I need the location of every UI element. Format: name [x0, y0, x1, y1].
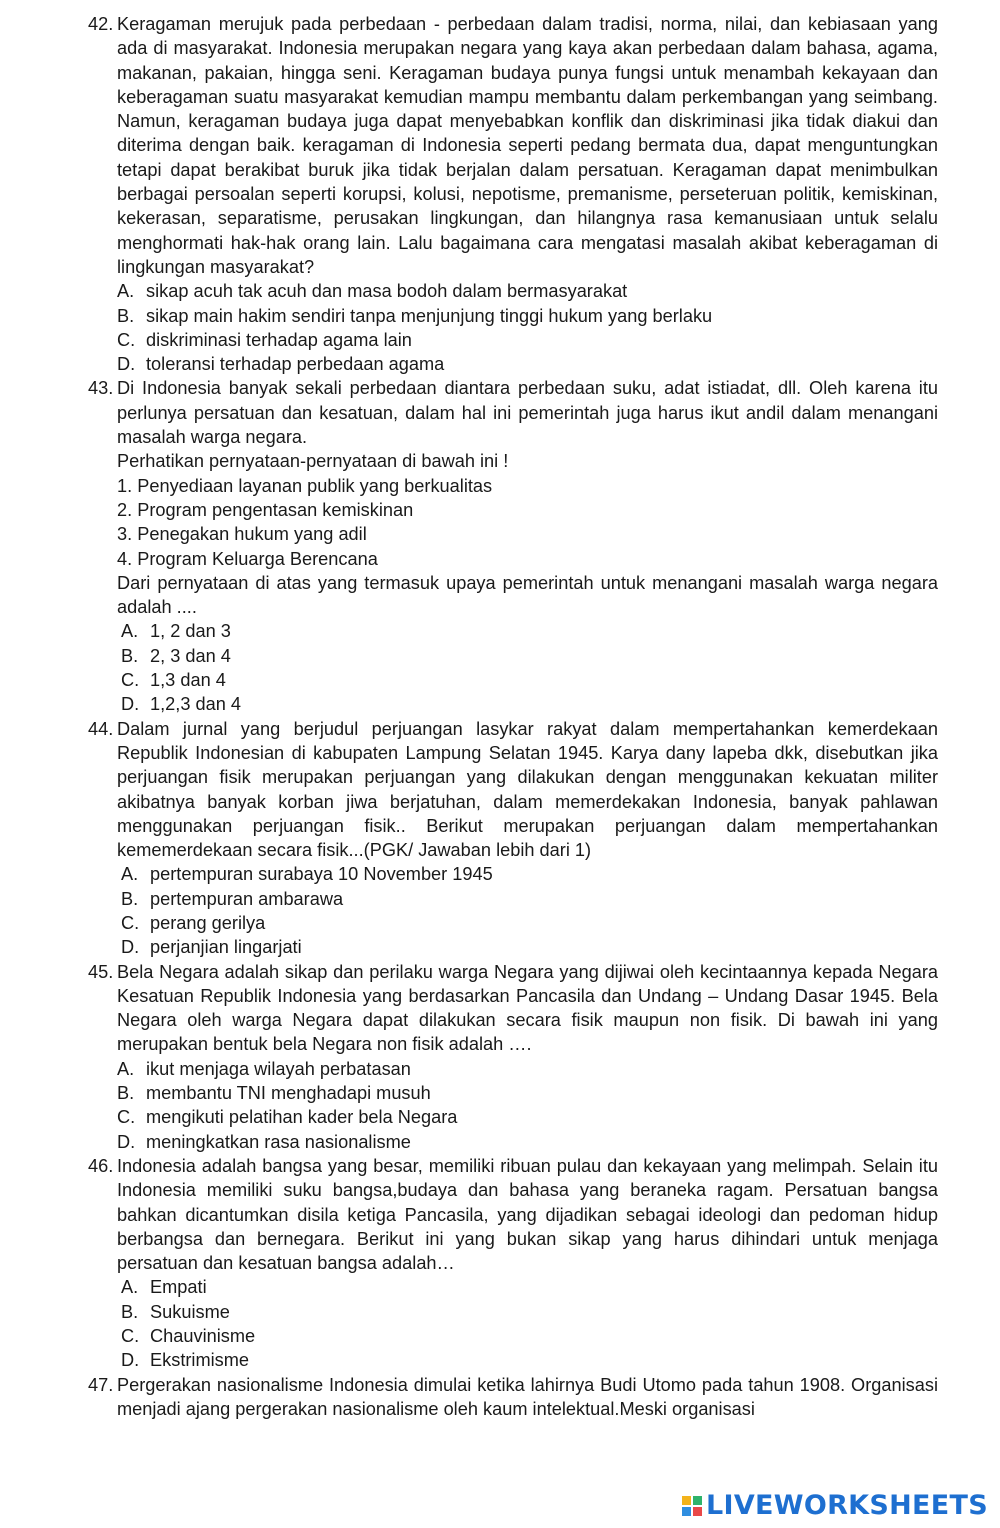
- option-letter: A.: [121, 621, 139, 642]
- liveworksheets-logo: [682, 1488, 988, 1524]
- logo-block: [682, 1496, 691, 1505]
- option-letter: A.: [121, 1277, 139, 1298]
- question-44: [0, 717, 938, 960]
- worksheet-page: [0, 12, 1000, 1421]
- question-stem: Keragaman merujuk pada perbedaan - perbedaan dalam tradisi, norma, nilai, dan kebiasaan yang ada di masyarakat. Indonesia merupakan negara yang kaya akan perbedaan dalam bahasa, agama, makanan, pakaian, hingga seni. Keragaman budaya punya fungsi untuk menambah kekayaan dan keberagaman suatu masyarakat kemudian mampu membantu dalam perkembangan yang seimbang. Namun, keragaman budaya juga dapat menyebabkan konflik dan diskriminasi jika tidak diakui dan diterima dengan baik. keragaman di Indonesia seperti pedang bermata dua, dapat menguntungkan tetapi dapat berakibat buruk jika tidak berjalan dalam persatuan. Keragaman dapat menimbulkan berbagai persoalan seperti korupsi, kolusi, nepotisme, premanisme, perseteruan politik, kemiskinan, kekerasan, separatisme, perusakan lingkungan, dan hilangnya rasa kemanusiaan untuk selalu menghormati hak-hak orang lain. Lalu bagaimana cara mengatasi masalah akibat keberagaman di lingkungan masyarakat?: [117, 14, 938, 277]
- option-letter: B.: [121, 888, 139, 909]
- question-45: [0, 960, 938, 1154]
- option-text: 1, 2 dan 3: [150, 621, 231, 642]
- option-text: toleransi terhadap perbedaan agama: [146, 354, 445, 375]
- option-c[interactable]: [117, 1105, 938, 1129]
- question-prompt: Perhatikan pernyataan-pernyataan di bawah ini !: [117, 451, 509, 472]
- statement-3: 3. Penegakan hukum yang adil: [117, 524, 367, 545]
- option-a[interactable]: [117, 862, 938, 886]
- option-d[interactable]: [117, 692, 938, 716]
- option-letter: C.: [117, 329, 136, 350]
- question-number: 42.: [88, 14, 114, 34]
- option-text: 1,2,3 dan 4: [150, 694, 242, 715]
- option-d[interactable]: [117, 352, 938, 376]
- option-letter: B.: [117, 305, 135, 326]
- option-letter: C.: [117, 1107, 136, 1128]
- option-letter: D.: [121, 1350, 140, 1371]
- option-text: pertempuran surabaya 10 November 1945: [150, 864, 493, 885]
- question-number: 47.: [88, 1374, 114, 1395]
- option-letter: B.: [121, 1301, 139, 1322]
- option-letter: D.: [117, 354, 136, 375]
- logo-text: LIVEWORKSHEETS: [705, 1489, 988, 1521]
- logo-blocks-icon: [682, 1496, 702, 1516]
- option-b[interactable]: [117, 1081, 938, 1105]
- option-text: pertempuran ambarawa: [150, 888, 344, 909]
- option-b[interactable]: [117, 887, 938, 911]
- option-a[interactable]: [117, 619, 938, 643]
- question-number: 43.: [88, 378, 114, 399]
- option-text: sikap main hakim sendiri tanpa menjunjung tinggi hukum yang berlaku: [146, 305, 713, 326]
- option-text: Ekstrimisme: [150, 1350, 250, 1371]
- option-b[interactable]: [117, 644, 938, 668]
- option-text: mengikuti pelatihan kader bela Negara: [146, 1107, 458, 1128]
- option-a[interactable]: [117, 1057, 938, 1081]
- statement-2: 2. Program pengentasan kemiskinan: [117, 499, 414, 520]
- question-stem: Indonesia adalah bangsa yang besar, memiliki ribuan pulau dan kekayaan yang melimpah. Selain itu Indonesia memiliki suku bangsa,budaya dan bahasa yang beraneka ragam. Persatuan bangsa bahkan dicantumkan disila ketiga Pancasila, yang dijadikan sebagai ideologi dan pedoman hidup berbangsa dan bernegara. Berikut ini yang bukan sikap yang harus dihindari untuk menjaga persatuan dan kesatuan bangsa adalah…: [117, 1155, 938, 1274]
- option-text: Empati: [150, 1277, 207, 1298]
- logo-block: [693, 1507, 702, 1516]
- question-46: [0, 1154, 938, 1373]
- question-stem: Bela Negara adalah sikap dan perilaku warga Negara yang dijiwai oleh kecintaannya kepada Negara Kesatuan Republik Indonesia yang berdasarkan Pancasila dan Undang – Undang Dasar 1945. Bela Negara oleh warga Negara dapat dilakukan secara fisik maupun non fisik. Di bawah ini yang merupakan bentuk bela Negara non fisik adalah ….: [117, 961, 938, 1055]
- option-text: perang gerilya: [150, 912, 266, 933]
- option-b[interactable]: [117, 304, 938, 328]
- statement-4: 4. Program Keluarga Berencana: [117, 548, 378, 569]
- question-42: [0, 12, 938, 376]
- option-d[interactable]: [117, 935, 938, 959]
- question-stem: Dalam jurnal yang berjudul perjuangan lasykar rakyat dalam mempertahankan kemerdekaan Republik Indonesian di kabupaten Lampung Selatan 1945. Karya dany lapeba dkk, disebutkan jika perjuangan fisik merupakan perjuangan yang dilakukan dengan menggunakan kekuatan militer akibatnya banyak korban jiwa berjatuhan, dalam memerdekakan Indonesia, banyak pahlawan menggunakan perjuangan fisik.. Berikut merupakan perjuangan dalam mempertahankan kememerdekaan secara fisik...(PGK/ Jawaban lebih dari 1): [117, 718, 938, 861]
- option-c[interactable]: [117, 668, 938, 692]
- option-d[interactable]: [117, 1130, 938, 1154]
- option-text: perjanjian lingarjati: [150, 937, 302, 958]
- question-43: [0, 376, 938, 716]
- logo-block: [693, 1496, 702, 1505]
- question-number: 45.: [88, 961, 114, 982]
- option-text: Chauvinisme: [150, 1326, 256, 1347]
- option-text: Sukuisme: [150, 1301, 230, 1322]
- option-letter: C.: [121, 1326, 140, 1347]
- option-text: diskriminasi terhadap agama lain: [146, 329, 412, 350]
- option-letter: D.: [121, 937, 140, 958]
- option-letter: A.: [121, 864, 139, 885]
- option-text: 2, 3 dan 4: [150, 645, 231, 666]
- option-d[interactable]: [117, 1348, 938, 1372]
- option-letter: C.: [121, 912, 140, 933]
- option-text: sikap acuh tak acuh dan masa bodoh dalam bermasyarakat: [146, 281, 628, 302]
- question-text: Dari pernyataan di atas yang termasuk upaya pemerintah untuk menangani masalah warga negara adalah ....: [117, 572, 938, 618]
- logo-block: [682, 1507, 691, 1516]
- option-letter: D.: [121, 694, 140, 715]
- option-c[interactable]: [117, 911, 938, 935]
- question-stem: Pergerakan nasionalisme Indonesia dimulai ketika lahirnya Budi Utomo pada tahun 1908. Organisasi menjadi ajang pergerakan nasionalisme oleh kaum intelektual.Meski organisasi: [117, 1374, 938, 1419]
- question-number: 44.: [88, 718, 114, 739]
- question-47: [0, 1373, 938, 1422]
- option-b[interactable]: [117, 1300, 938, 1324]
- option-c[interactable]: [117, 328, 938, 352]
- option-a[interactable]: [117, 1275, 938, 1299]
- option-text: meningkatkan rasa nasionalisme: [146, 1131, 411, 1152]
- option-text: ikut menjaga wilayah perbatasan: [146, 1058, 411, 1079]
- question-stem: Di Indonesia banyak sekali perbedaan diantara perbedaan suku, adat istiadat, dll. Oleh karena itu perlunya persatuan dan kesatuan, dalam hal ini pemerintah juga harus ikut andil dalam menangani masalah warga negara.: [117, 378, 938, 448]
- question-number: 46.: [88, 1155, 114, 1176]
- option-letter: B.: [121, 645, 139, 666]
- option-letter: C.: [121, 670, 140, 691]
- option-letter: A.: [117, 281, 135, 302]
- option-letter: B.: [117, 1083, 135, 1104]
- option-text: 1,3 dan 4: [150, 670, 226, 691]
- option-text: membantu TNI menghadapi musuh: [146, 1083, 431, 1104]
- option-c[interactable]: [117, 1324, 938, 1348]
- option-letter: A.: [117, 1058, 135, 1079]
- option-a[interactable]: [117, 279, 938, 303]
- option-letter: D.: [117, 1131, 136, 1152]
- statement-1: 1. Penyediaan layanan publik yang berkualitas: [117, 475, 493, 496]
